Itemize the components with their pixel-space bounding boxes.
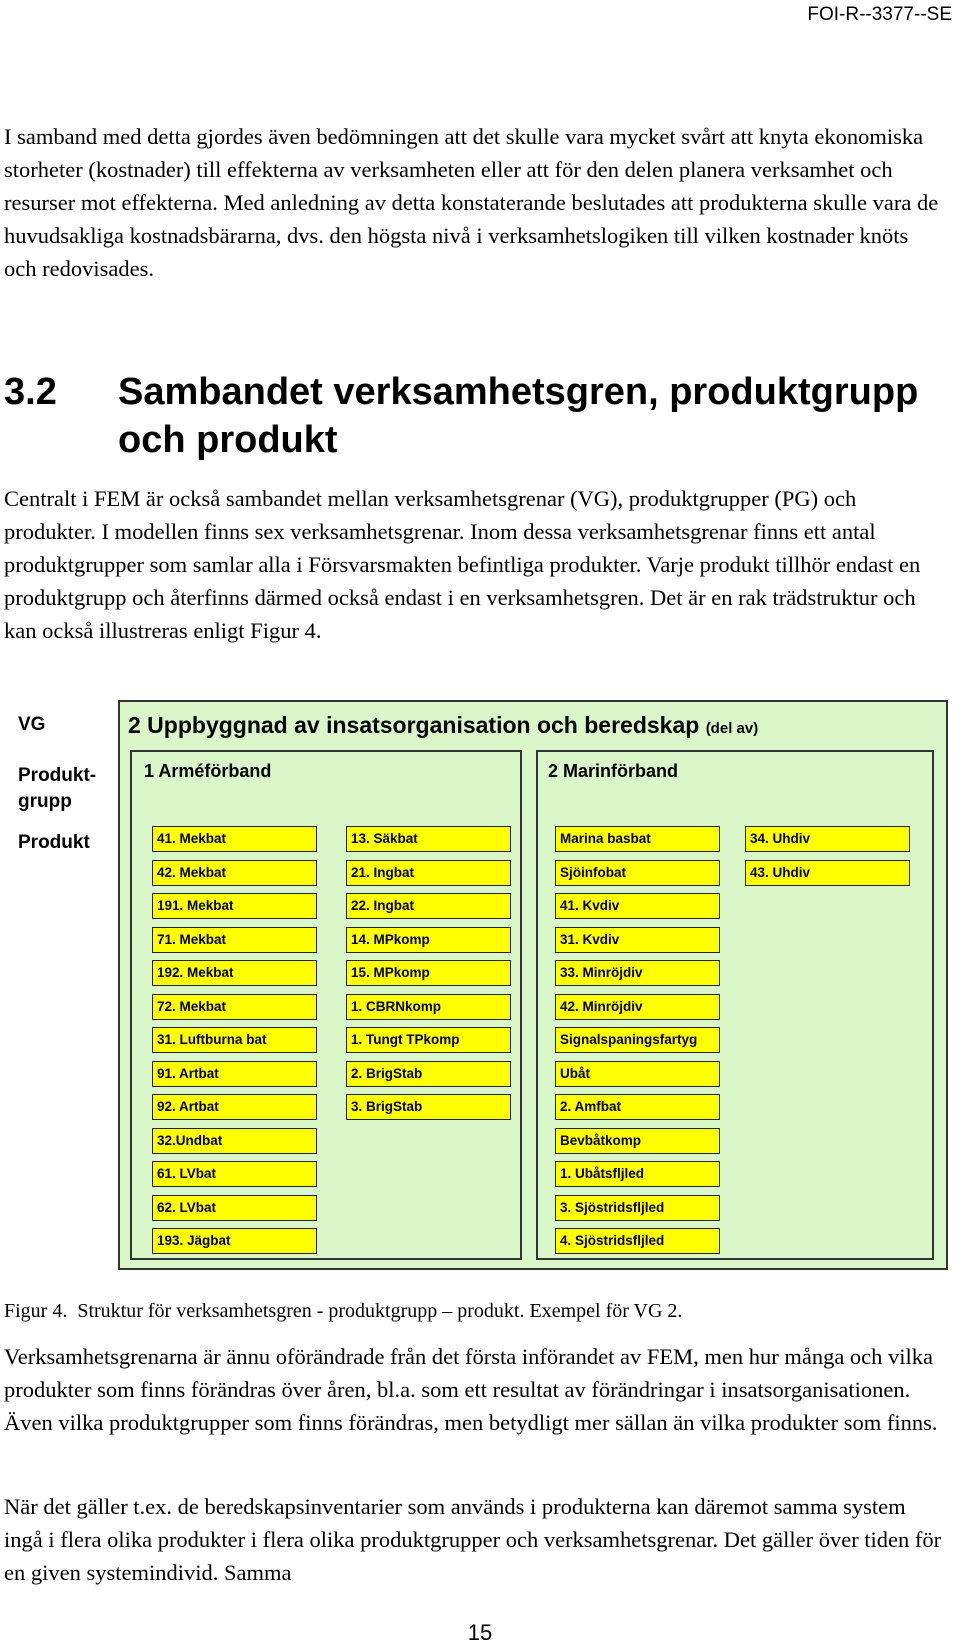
product-box: 4. Sjöstridsfljled — [555, 1228, 720, 1254]
product-box: 14. MPkomp — [346, 927, 511, 953]
product-box: 71. Mekbat — [152, 927, 317, 953]
product-box: 61. LVbat — [152, 1161, 317, 1187]
row-label-vg: VG — [18, 714, 46, 735]
section-number: 3.2 — [4, 371, 57, 413]
product-box: 31. Luftburna bat — [152, 1027, 317, 1053]
product-box: 2. BrigStab — [346, 1061, 511, 1087]
caption-label: Figur 4. — [4, 1300, 68, 1322]
product-box: 1. Ubåtsfljled — [555, 1161, 720, 1187]
document-id: FOI-R--3377--SE — [807, 4, 952, 25]
product-box: Marina basbat — [555, 826, 720, 852]
product-box: Bevbåtkomp — [555, 1128, 720, 1154]
product-box: 32.Undbat — [152, 1128, 317, 1154]
product-box: 33. Minröjdiv — [555, 960, 720, 986]
product-box: 3. Sjöstridsfljled — [555, 1195, 720, 1221]
product-box: 192. Mekbat — [152, 960, 317, 986]
product-box: 13. Säkbat — [346, 826, 511, 852]
row-label-product: Produkt — [18, 832, 90, 853]
paragraph-2: Centralt i FEM är också sambandet mellan verksamhetsgrenar (VG), produktgrupper (PG) och produkter. I modellen finns sex verksamhetsgrenar. Inom dessa verksamhetsgrenar finns ett antal produktgrupper som samlar alla i Försvarsmakten befintliga produkter. Varje produkt tillhör endast en produktgrupp och återfinns därmed också endast i en verksamhetsgren. Det är en rak trädstruktur och kan också illustreras enligt Figur 4. — [4, 486, 921, 643]
product-box: Sjöinfobat — [555, 860, 720, 886]
product-box: 43. Uhdiv — [745, 860, 910, 886]
product-box: Ubåt — [555, 1061, 720, 1087]
product-box: 34. Uhdiv — [745, 826, 910, 852]
product-box: 193. Jägbat — [152, 1228, 317, 1254]
product-box: 22. Ingbat — [346, 893, 511, 919]
productgroup-label-army: 1 Arméförband — [144, 761, 272, 781]
product-box: 72. Mekbat — [152, 994, 317, 1020]
product-box: 2. Amfbat — [555, 1094, 720, 1120]
row-label-productgroup: Produkt-grupp — [18, 765, 97, 812]
product-box: 91. Artbat — [152, 1061, 317, 1087]
product-box: 41. Kvdiv — [555, 893, 720, 919]
vg-note: (del av) — [705, 720, 759, 737]
product-box: 21. Ingbat — [346, 860, 511, 886]
paragraph-3: Verksamhetsgrenarna är ännu oförändrade från det första införandet av FEM, men hur många och vilka produkter som finns förändras över åren, bl.a. som ett resultat av förändringar i insatsorganisationen. Även vilka produktgrupper som finns förändras, men betydligt mer sällan än vilka produkter som finns. — [4, 1344, 938, 1435]
product-box: 41. Mekbat — [152, 826, 317, 852]
product-box: Signalspaningsfartyg — [555, 1027, 720, 1053]
page-number: 15 — [467, 1620, 493, 1645]
product-box: 1. Tungt TPkomp — [346, 1027, 511, 1053]
product-box: 191. Mekbat — [152, 893, 317, 919]
section-title: Sambandet verksamhetsgren, produktgrupp och produkt — [118, 371, 919, 461]
product-box: 92. Artbat — [152, 1094, 317, 1120]
product-box: 42. Mekbat — [152, 860, 317, 886]
product-box: 31. Kvdiv — [555, 927, 720, 953]
product-box: 15. MPkomp — [346, 960, 511, 986]
figure-caption — [4, 1298, 682, 1324]
product-box: 3. BrigStab — [346, 1094, 511, 1120]
caption-text: Struktur för verksamhetsgren - produktgrupp – produkt. Exempel för VG 2. — [77, 1300, 683, 1322]
product-box: 62. LVbat — [152, 1195, 317, 1221]
product-box: 42. Minröjdiv — [555, 994, 720, 1020]
paragraph-4: När det gäller t.ex. de beredskapsinventarier som används i produkterna kan däremot samma system ingå i flera olika produkter i flera olika produktgrupper och verksamhetsgrenar. Det gäller över tiden för en given systemindivid. Samma — [4, 1494, 942, 1585]
productgroup-label-navy: 2 Marinförband — [548, 761, 679, 781]
product-box: 1. CBRNkomp — [346, 994, 511, 1020]
paragraph-1: I samband med detta gjordes även bedömningen att det skulle vara mycket svårt att knyta ekonomiska storheter (kostnader) till effekterna av verksamheten eller att för den delen planera verksamhet och resurser mot effekterna. Med anledning av detta konstaterande beslutades att produkterna skulle vara de huvudsakliga kostnadsbärarna, dvs. den högsta nivå i verksamhetslogiken till vilken kostnader knöts och redovisades. — [4, 124, 939, 281]
verksamhetsgren-title: 2 Uppbyggnad av insatsorganisation och beredskap (del av) — [128, 712, 759, 738]
